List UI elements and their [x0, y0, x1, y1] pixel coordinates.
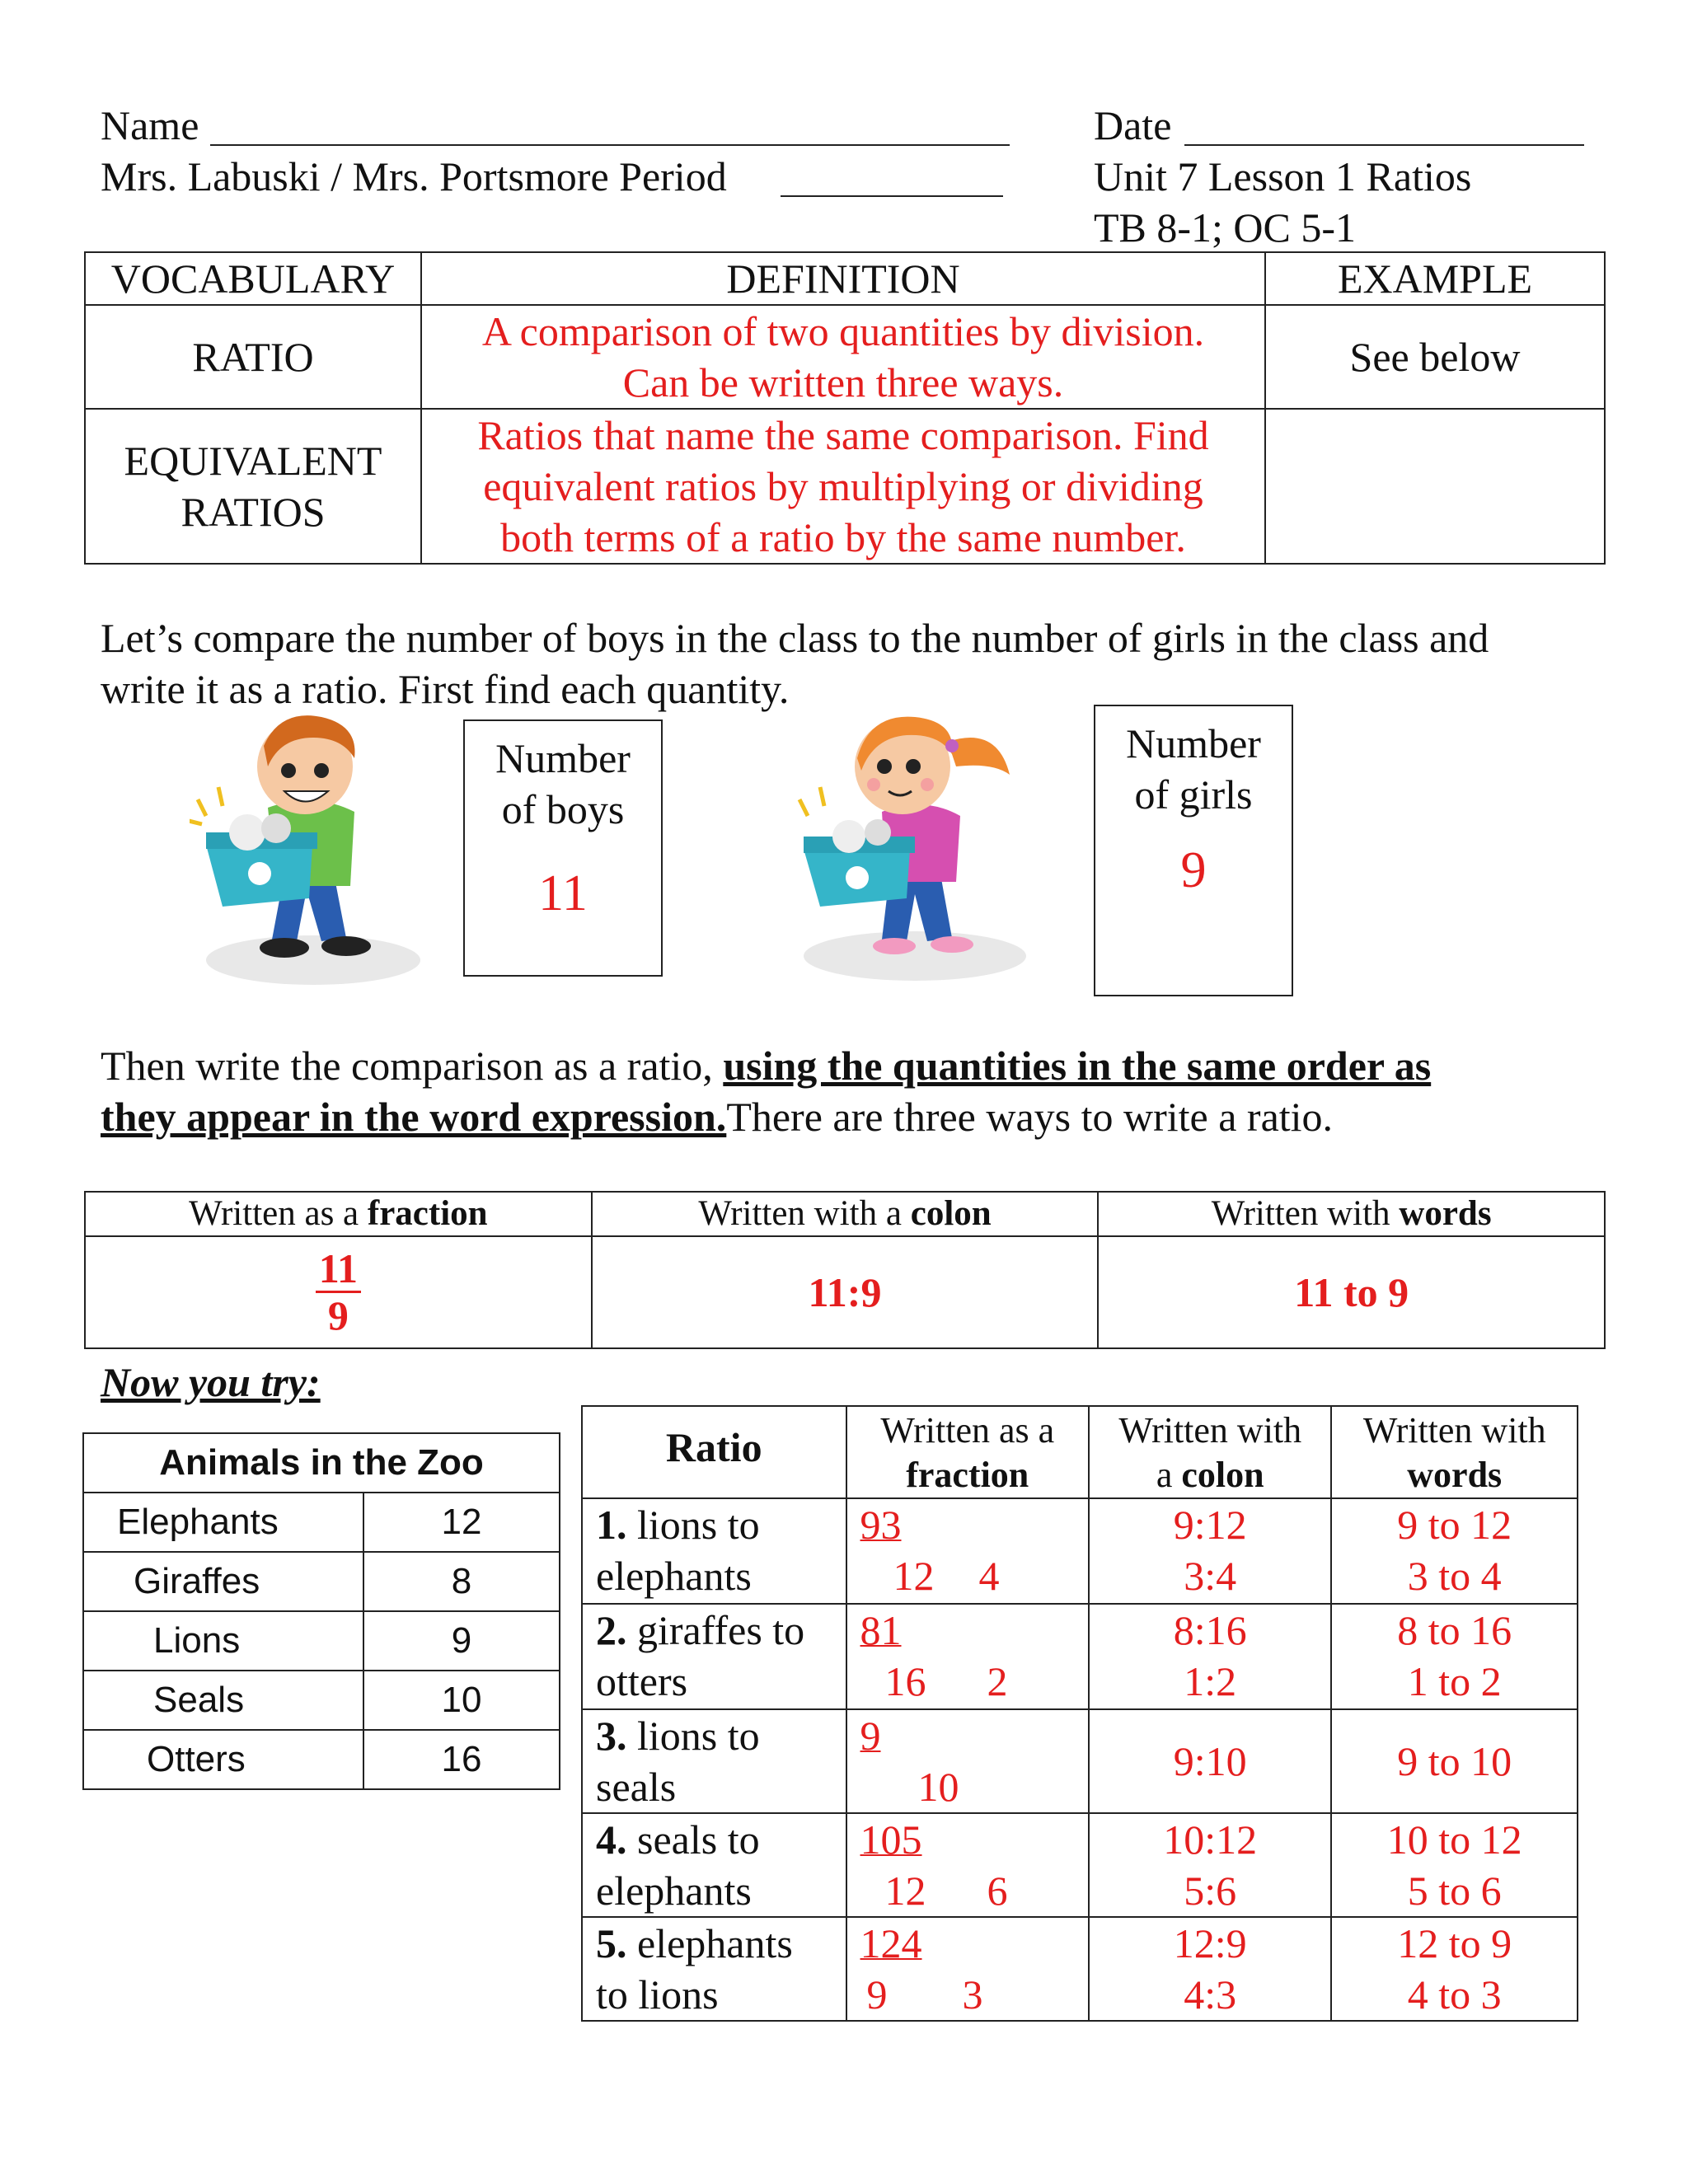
ways-fraction-value — [85, 1236, 592, 1348]
practice-header-colon-line2 — [1090, 1453, 1330, 1497]
practice-ratio-line1 — [596, 1499, 846, 1550]
practice-fraction-den1: 16 — [884, 1658, 926, 1704]
practice-header-colon-bold: colon — [1181, 1455, 1264, 1495]
practice-words-line2: 4 to 3 — [1407, 1971, 1502, 2018]
practice-colon-answer — [1089, 1498, 1331, 1604]
ways-colon-value: 11:9 — [592, 1236, 1099, 1348]
practice-ratio-label — [582, 1813, 846, 1917]
zoo-table-title: Animals in the Zoo — [83, 1433, 560, 1493]
instruction-line1 — [101, 1040, 1431, 1091]
practice-colon-answer — [1089, 1813, 1331, 1917]
ways-header-colon-pre: Written with a — [698, 1194, 911, 1233]
practice-row — [582, 1604, 1578, 1709]
ways-fraction-denominator: 9 — [327, 1291, 349, 1338]
zoo-row — [83, 1493, 560, 1552]
practice-header-ratio: Ratio — [582, 1406, 846, 1498]
practice-ratio-text: seals to — [626, 1816, 760, 1863]
practice-ratio-line1 — [596, 1710, 846, 1761]
practice-ratio-line2: elephants — [596, 1868, 752, 1914]
zoo-animal-count: 8 — [363, 1552, 560, 1611]
practice-row-number: 5. — [596, 1920, 627, 1966]
instruction-bold1: using the quantities in the same order as — [723, 1043, 1432, 1089]
boys-label-line2: of boys — [501, 786, 625, 832]
practice-colon-line1: 8:16 — [1173, 1607, 1247, 1653]
practice-colon-line2: 4:3 — [1184, 1971, 1237, 2018]
practice-row-number: 4. — [596, 1816, 627, 1863]
practice-ratio-line1 — [596, 1605, 846, 1656]
zoo-animal-name: Giraffes — [83, 1552, 363, 1611]
practice-fraction-den2: 3 — [962, 1971, 983, 2018]
practice-words-line1: 12 to 9 — [1397, 1920, 1512, 1966]
ways-header-fraction — [85, 1192, 592, 1236]
now-you-try-heading: Now you try: — [101, 1359, 321, 1405]
practice-fraction-answer — [846, 1813, 1089, 1917]
vocab-example-equivalent — [1265, 409, 1605, 564]
ways-fraction-numerator: 11 — [316, 1246, 361, 1293]
practice-words-answer — [1331, 1709, 1578, 1813]
zoo-animal-name: Elephants — [83, 1493, 363, 1552]
practice-ratio-line2: to lions — [596, 1971, 719, 2018]
practice-ratio-line2: elephants — [596, 1553, 752, 1599]
date-blank[interactable] — [1184, 144, 1584, 146]
practice-fraction-numerators: 93 — [860, 1502, 902, 1548]
tb-reference: TB 8-1; OC 5-1 — [1094, 204, 1357, 251]
practice-header-colon-line1: Written with — [1118, 1410, 1302, 1451]
zoo-row — [83, 1552, 560, 1611]
practice-header-fraction-line1: Written as a — [880, 1410, 1055, 1451]
three-ways-table — [84, 1191, 1606, 1349]
vocab-def-equivalent-line2: equivalent ratios by multiplying or dividing — [483, 463, 1203, 509]
practice-fraction-answer — [846, 1498, 1089, 1604]
vocab-def-equivalent — [421, 409, 1265, 564]
ways-header-words-bold: words — [1399, 1194, 1492, 1233]
practice-colon-answer — [1089, 1917, 1331, 2021]
boys-label-line1: Number — [495, 735, 631, 781]
practice-ratio-text: elephants — [626, 1920, 793, 1966]
vocab-header-vocabulary: VOCABULARY — [85, 252, 421, 305]
practice-header-colon-pre: a — [1156, 1455, 1182, 1495]
practice-colon-answer — [1089, 1604, 1331, 1709]
ways-words-value: 11 to 9 — [1098, 1236, 1605, 1348]
practice-colon-line1: 10:12 — [1163, 1816, 1258, 1863]
practice-fraction-answer — [846, 1604, 1089, 1709]
period-blank[interactable] — [781, 195, 1003, 197]
practice-row — [582, 1917, 1578, 2021]
practice-words-line1: 8 to 16 — [1397, 1607, 1512, 1653]
ways-header-words-pre: Written with — [1211, 1194, 1400, 1233]
practice-words-line1: 9 to 10 — [1397, 1738, 1512, 1784]
zoo-row — [83, 1671, 560, 1730]
practice-fraction-answer — [846, 1917, 1089, 2021]
practice-ratio-label — [582, 1709, 846, 1813]
practice-ratio-line2: seals — [596, 1764, 677, 1810]
ways-header-fraction-bold: fraction — [367, 1194, 488, 1233]
practice-words-line2: 5 to 6 — [1407, 1868, 1502, 1914]
girls-label-line1: Number — [1126, 720, 1261, 766]
practice-header-words-line2: words — [1407, 1455, 1503, 1495]
practice-colon-line2: 3:4 — [1184, 1553, 1237, 1599]
practice-colon-answer — [1089, 1709, 1331, 1813]
vocab-def-ratio-line2: Can be written three ways. — [622, 359, 1064, 405]
practice-row — [582, 1709, 1578, 1813]
practice-ratio-text: giraffes to — [626, 1607, 805, 1653]
zoo-animal-count: 12 — [363, 1493, 560, 1552]
vocab-def-ratio — [421, 305, 1265, 409]
zoo-animal-count: 10 — [363, 1671, 560, 1730]
practice-ratio-label — [582, 1498, 846, 1604]
practice-row — [582, 1813, 1578, 1917]
vocab-def-equivalent-line1: Ratios that name the same comparison. Find — [477, 412, 1209, 458]
ways-header-fraction-pre: Written as a — [189, 1194, 368, 1233]
practice-row — [582, 1498, 1578, 1604]
unit-title: Unit 7 Lesson 1 Ratios — [1094, 153, 1472, 199]
practice-colon-line2: 1:2 — [1184, 1658, 1237, 1704]
practice-table — [581, 1405, 1578, 2022]
practice-header-words-line1: Written with — [1362, 1410, 1546, 1451]
zoo-row — [83, 1730, 560, 1789]
intro-line1: Let’s compare the number of boys in the class to the number of girls in the class and — [101, 615, 1489, 661]
practice-colon-line1: 12:9 — [1173, 1920, 1247, 1966]
practice-header-words — [1331, 1406, 1578, 1498]
ways-header-words — [1098, 1192, 1605, 1236]
practice-colon-line2: 5:6 — [1184, 1868, 1237, 1914]
practice-fraction-numerators: 105 — [860, 1816, 922, 1863]
zoo-animal-count: 16 — [363, 1730, 560, 1789]
practice-words-line2: 3 to 4 — [1407, 1553, 1502, 1599]
ways-header-colon — [592, 1192, 1099, 1236]
zoo-animal-name: Lions — [83, 1611, 363, 1671]
zoo-row — [83, 1611, 560, 1671]
practice-ratio-label — [582, 1917, 846, 2021]
practice-ratio-line1 — [596, 1918, 846, 1969]
vocab-header-example: EXAMPLE — [1265, 252, 1605, 305]
zoo-animals-table — [82, 1432, 560, 1790]
girl-recycling-illustration — [791, 709, 1030, 989]
practice-fraction-den2: 2 — [987, 1658, 1008, 1704]
practice-ratio-text: lions to — [626, 1713, 760, 1759]
practice-fraction-answer — [846, 1709, 1089, 1813]
teachers-label: Mrs. Labuski / Mrs. Portsmore Period — [101, 153, 727, 199]
practice-colon-line1: 9:12 — [1173, 1502, 1247, 1548]
boy-recycling-illustration — [190, 709, 420, 989]
practice-words-line2: 1 to 2 — [1407, 1658, 1502, 1704]
instruction-line2 — [101, 1091, 1333, 1142]
practice-header-colon — [1089, 1406, 1331, 1498]
zoo-animal-count: 9 — [363, 1611, 560, 1671]
practice-row-number: 3. — [596, 1713, 627, 1759]
practice-fraction-den1: 12 — [884, 1868, 926, 1914]
vocab-term-equivalent-line2: RATIOS — [181, 489, 326, 535]
practice-fraction-den1: 10 — [917, 1764, 959, 1810]
vocab-def-equivalent-line3: both terms of a ratio by the same number. — [500, 514, 1186, 560]
boys-count-value: 11 — [538, 865, 588, 921]
name-blank[interactable] — [210, 144, 1010, 146]
girls-count-box — [1094, 705, 1293, 996]
practice-words-answer — [1331, 1604, 1578, 1709]
vocab-term-equivalent-line1: EQUIVALENT — [124, 438, 382, 484]
date-label: Date — [1094, 102, 1172, 148]
practice-fraction-den2: 4 — [978, 1553, 1000, 1599]
practice-row-number: 1. — [596, 1502, 627, 1548]
practice-ratio-label — [582, 1604, 846, 1709]
ways-header-colon-bold: colon — [910, 1194, 992, 1233]
practice-header-fraction-line2: fraction — [906, 1455, 1029, 1495]
vocabulary-table — [84, 251, 1606, 565]
girls-label-line2: of girls — [1134, 771, 1253, 818]
practice-fraction-numerators: 81 — [860, 1607, 902, 1653]
practice-words-line1: 9 to 12 — [1397, 1502, 1512, 1548]
vocab-term-equivalent — [85, 409, 421, 564]
practice-words-answer — [1331, 1498, 1578, 1604]
practice-fraction-den2: 6 — [987, 1868, 1008, 1914]
practice-words-answer — [1331, 1917, 1578, 2021]
instruction-post: There are three ways to write a ratio. — [726, 1094, 1334, 1140]
zoo-animal-name: Otters — [83, 1730, 363, 1789]
vocab-example-ratio: See below — [1265, 305, 1605, 409]
boys-count-box — [463, 719, 663, 977]
practice-words-line1: 10 to 12 — [1386, 1816, 1522, 1863]
practice-header-fraction — [846, 1406, 1089, 1498]
practice-colon-line1: 9:10 — [1173, 1738, 1247, 1784]
practice-fraction-numerators: 9 — [860, 1713, 881, 1759]
name-label: Name — [101, 102, 199, 148]
girls-count-value: 9 — [1180, 842, 1207, 898]
practice-words-answer — [1331, 1813, 1578, 1917]
practice-ratio-line2: otters — [596, 1658, 688, 1704]
vocab-def-ratio-line1: A comparison of two quantities by division. — [481, 308, 1205, 354]
intro-line2: write it as a ratio. First find each quantity. — [101, 666, 790, 712]
vocab-term-ratio: RATIO — [85, 305, 421, 409]
practice-ratio-text: lions to — [626, 1502, 760, 1548]
instruction-pre: Then write the comparison as a ratio, — [101, 1043, 724, 1089]
practice-fraction-numerators: 124 — [860, 1920, 922, 1966]
practice-ratio-line1 — [596, 1814, 846, 1865]
vocab-header-definition: DEFINITION — [421, 252, 1265, 305]
practice-fraction-den1: 9 — [866, 1971, 888, 2018]
practice-fraction-den1: 12 — [893, 1553, 935, 1599]
practice-row-number: 2. — [596, 1607, 627, 1653]
zoo-animal-name: Seals — [83, 1671, 363, 1730]
instruction-bold2: they appear in the word expression. — [101, 1094, 727, 1140]
